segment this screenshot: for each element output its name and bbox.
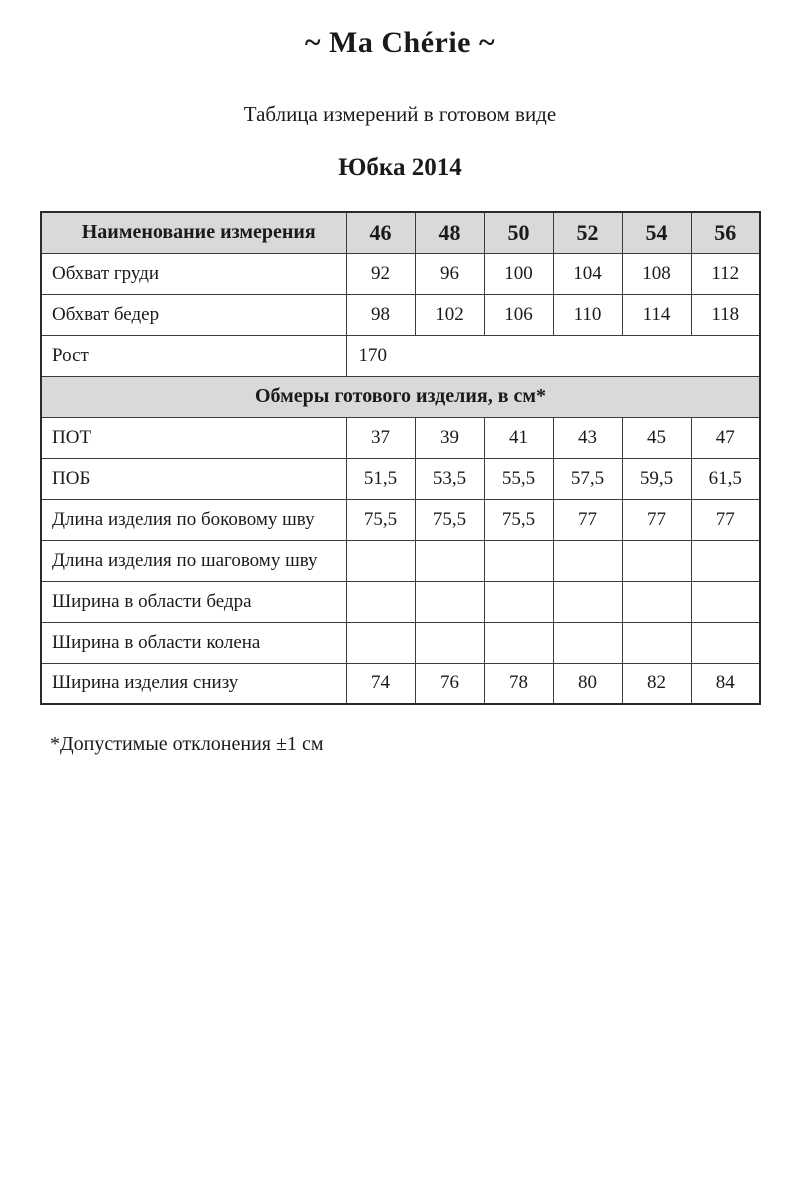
row-value [484, 581, 553, 622]
row-value [346, 581, 415, 622]
row-value: 92 [346, 253, 415, 294]
row-value: 61,5 [691, 458, 760, 499]
row-label: ПОБ [41, 458, 346, 499]
row-value: 77 [691, 499, 760, 540]
row-label: ПОТ [41, 417, 346, 458]
row-label: Обхват груди [41, 253, 346, 294]
row-value: 82 [622, 663, 691, 704]
row-label: Ширина изделия снизу [41, 663, 346, 704]
row-value: 43 [553, 417, 622, 458]
measurement-table [40, 211, 761, 705]
row-value: 74 [346, 663, 415, 704]
row-value: 77 [622, 499, 691, 540]
row-value: 77 [553, 499, 622, 540]
table-row [41, 540, 760, 581]
row-value [415, 622, 484, 663]
row-value [622, 581, 691, 622]
footnote: *Допустимые отклонения ±1 см [50, 733, 324, 755]
row-value: 37 [346, 417, 415, 458]
row-value: 75,5 [415, 499, 484, 540]
row-value: 96 [415, 253, 484, 294]
row-value [691, 581, 760, 622]
row-value [622, 540, 691, 581]
row-label: Длина изделия по шаговому шву [41, 540, 346, 581]
column-header-name: Наименование измерения [41, 212, 346, 253]
row-value [484, 622, 553, 663]
row-value [691, 540, 760, 581]
row-value: 84 [691, 663, 760, 704]
column-header-size: 52 [553, 212, 622, 253]
row-value: 75,5 [484, 499, 553, 540]
table-row [41, 581, 760, 622]
table-row [41, 294, 760, 335]
row-value: 75,5 [346, 499, 415, 540]
table-row [41, 335, 760, 376]
table-row [41, 499, 760, 540]
row-value: 76 [415, 663, 484, 704]
section-title: Обмеры готового изделия, в см* [41, 376, 760, 417]
brand-title: ~ Ma Chérie ~ [304, 26, 496, 59]
row-value: 118 [691, 294, 760, 335]
row-value [346, 540, 415, 581]
row-value [553, 581, 622, 622]
row-value: 114 [622, 294, 691, 335]
document-subtitle: Таблица измерений в готовом виде [243, 102, 557, 126]
row-value [553, 622, 622, 663]
row-value: 57,5 [553, 458, 622, 499]
row-value: 100 [484, 253, 553, 294]
row-value [415, 540, 484, 581]
row-value: 53,5 [415, 458, 484, 499]
row-label: Рост [41, 335, 346, 376]
row-label: Обхват бедер [41, 294, 346, 335]
row-label: Ширина в области колена [41, 622, 346, 663]
row-value: 106 [484, 294, 553, 335]
table-row [41, 458, 760, 499]
row-value: 59,5 [622, 458, 691, 499]
row-value [622, 622, 691, 663]
row-value: 112 [691, 253, 760, 294]
column-header-size: 50 [484, 212, 553, 253]
product-title: Юбка 2014 [338, 154, 462, 181]
row-value: 170 [346, 335, 760, 376]
column-header-size: 56 [691, 212, 760, 253]
column-header-size: 48 [415, 212, 484, 253]
row-value [415, 581, 484, 622]
row-value [691, 622, 760, 663]
row-value: 98 [346, 294, 415, 335]
column-header-size: 46 [346, 212, 415, 253]
row-value [553, 540, 622, 581]
table-row [41, 212, 760, 253]
row-value: 104 [553, 253, 622, 294]
row-value: 80 [553, 663, 622, 704]
row-value: 110 [553, 294, 622, 335]
row-value: 41 [484, 417, 553, 458]
row-value: 55,5 [484, 458, 553, 499]
row-value: 78 [484, 663, 553, 704]
row-value: 45 [622, 417, 691, 458]
row-value: 108 [622, 253, 691, 294]
row-label: Ширина в области бедра [41, 581, 346, 622]
table-row [41, 663, 760, 704]
row-value: 102 [415, 294, 484, 335]
table-row [41, 417, 760, 458]
table-row [41, 622, 760, 663]
row-value: 47 [691, 417, 760, 458]
row-value: 39 [415, 417, 484, 458]
row-label: Длина изделия по боковому шву [41, 499, 346, 540]
table-row [41, 253, 760, 294]
row-value [484, 540, 553, 581]
table-row [41, 376, 760, 417]
column-header-size: 54 [622, 212, 691, 253]
row-value [346, 622, 415, 663]
row-value: 51,5 [346, 458, 415, 499]
